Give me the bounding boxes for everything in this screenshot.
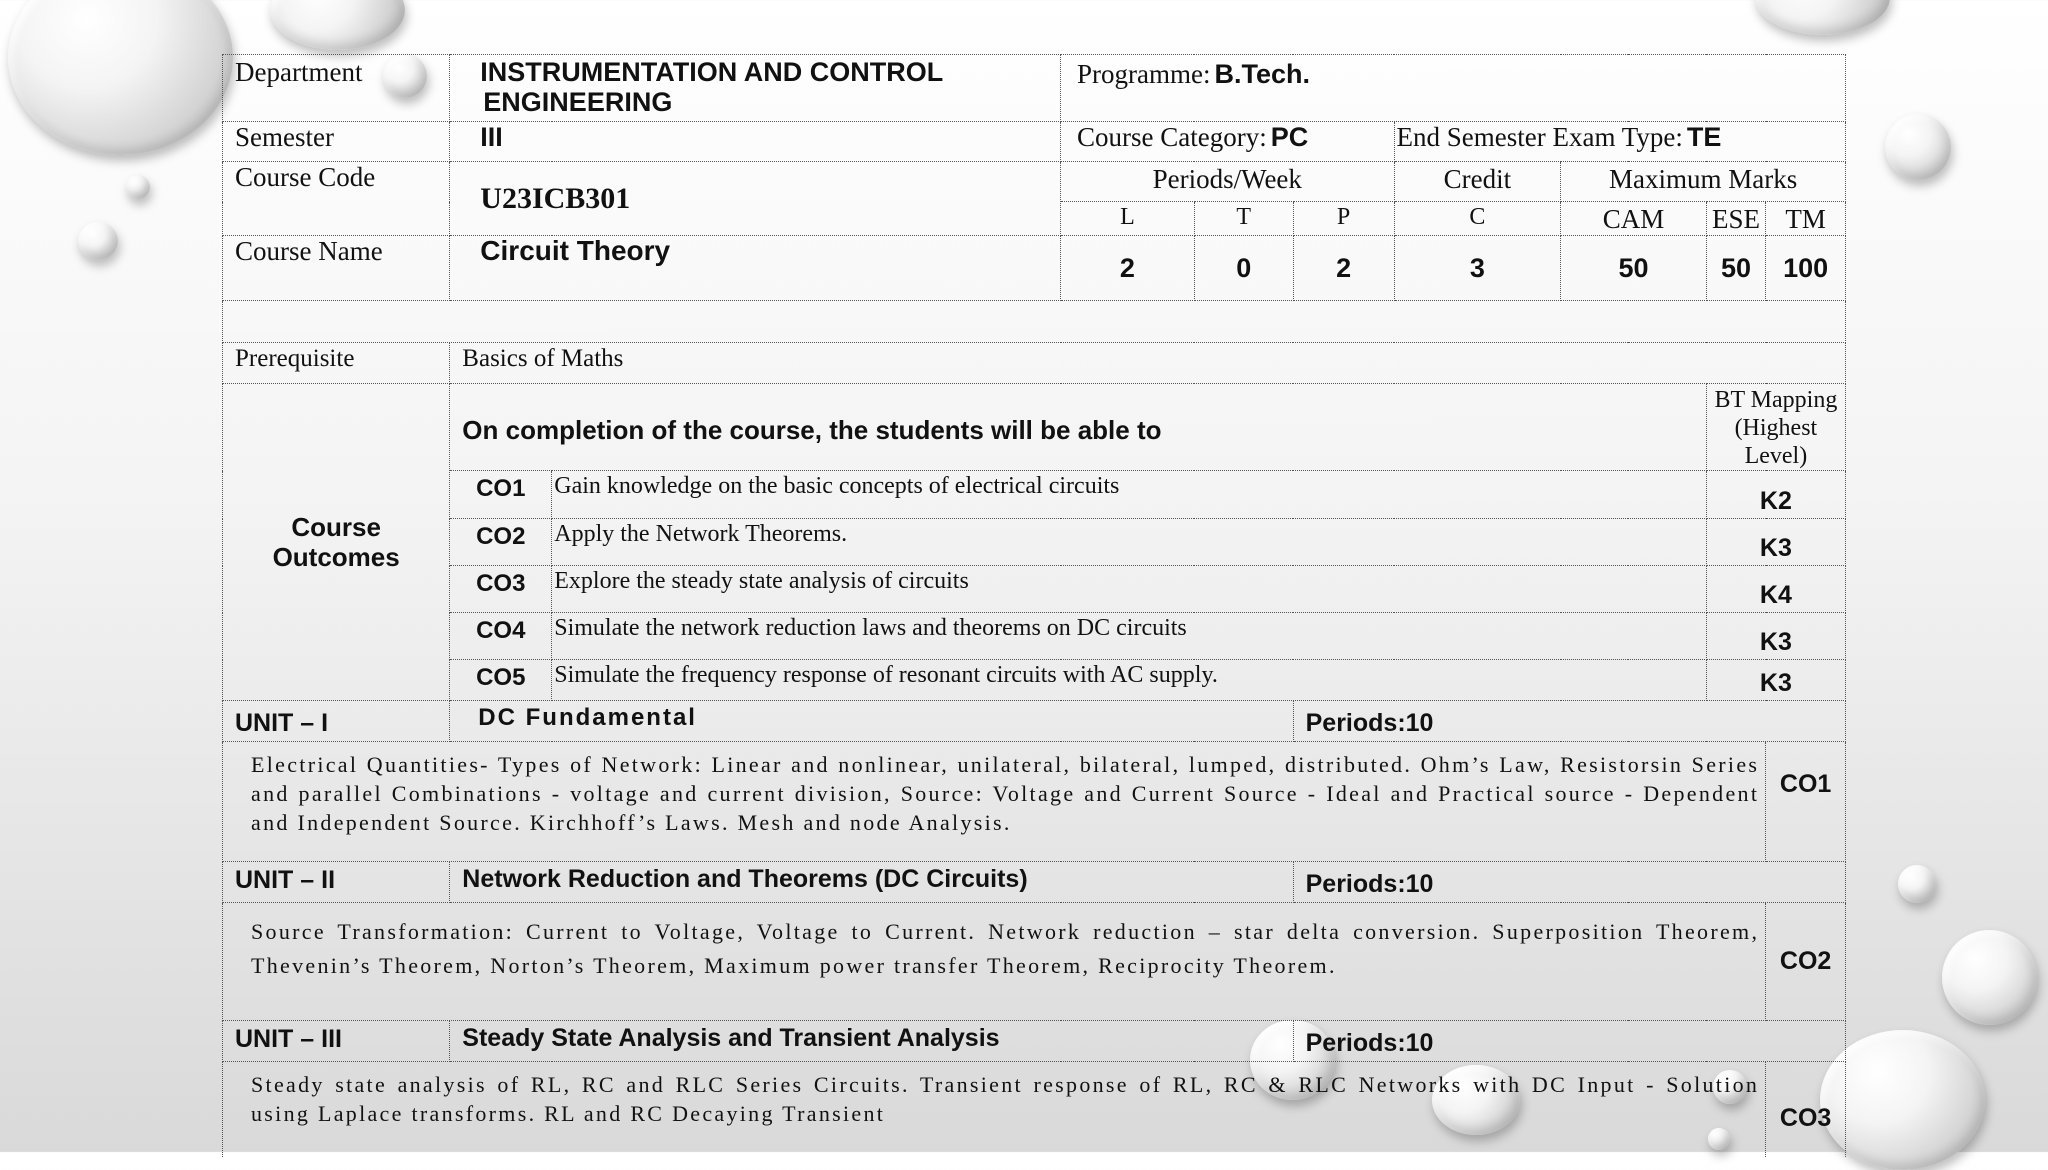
programme-label: Programme: bbox=[1077, 59, 1211, 89]
department-row bbox=[223, 55, 1846, 122]
co-bt-level: K4 bbox=[1706, 566, 1845, 613]
programme-cell bbox=[1061, 55, 1846, 122]
course-outcome-row bbox=[223, 519, 1846, 566]
course-outcome-row bbox=[223, 566, 1846, 613]
course-outcome-row bbox=[223, 471, 1846, 519]
unit-periods: Periods:10 bbox=[1293, 701, 1845, 742]
unit-title: DC Fundamental bbox=[450, 701, 1293, 742]
prerequisite-label: Prerequisite bbox=[223, 343, 450, 384]
course-code-label: Course Code bbox=[223, 162, 450, 236]
unit-content: Electrical Quantities- Types of Network: Linear and nonlinear, unilateral, bilateral, lumped, distributed. Ohm’s Law, Resistorsin Series and parallel Combinations - voltage and current division, Source: Voltage and Current Source - Ideal and Practical source - Dependent and Independent Source. Kirchhoff’s Laws. Mesh and node Analysis. bbox=[223, 742, 1766, 862]
syllabus-table bbox=[222, 54, 1846, 1157]
course-category-cell bbox=[1061, 122, 1395, 162]
unit-label: UNIT – II bbox=[223, 862, 450, 903]
co-description: Simulate the network reduction laws and theorems on DC circuits bbox=[552, 613, 1707, 660]
unit-header-row bbox=[223, 862, 1846, 903]
co-code: CO4 bbox=[450, 613, 552, 660]
course-outcomes-label bbox=[223, 384, 450, 701]
value-tm: 100 bbox=[1766, 236, 1846, 301]
department-value-line2: ENGINEERING bbox=[483, 87, 673, 117]
value-l: 2 bbox=[1061, 236, 1195, 301]
course-code-value: U23ICB301 bbox=[450, 162, 1061, 236]
value-c: 3 bbox=[1394, 236, 1561, 301]
column-t: T bbox=[1194, 202, 1293, 236]
prerequisite-row bbox=[223, 343, 1846, 384]
co-code: CO1 bbox=[450, 471, 552, 519]
co-code: CO5 bbox=[450, 660, 552, 701]
unit-label: UNIT – III bbox=[223, 1021, 450, 1062]
unit-content-row bbox=[223, 903, 1846, 1021]
co-description: Simulate the frequency response of resonant circuits with AC supply. bbox=[552, 660, 1707, 701]
semester-value: III bbox=[450, 122, 1061, 162]
column-l: L bbox=[1061, 202, 1195, 236]
exam-type-label: End Semester Exam Type: bbox=[1396, 122, 1683, 152]
co-description: Apply the Network Theorems. bbox=[552, 519, 1707, 566]
course-outcomes-label-line1: Course bbox=[291, 512, 381, 542]
co-code: CO3 bbox=[450, 566, 552, 613]
bt-mapping-label-line1: BT Mapping bbox=[1714, 387, 1838, 413]
spacer-row bbox=[223, 301, 1846, 343]
credit-header: Credit bbox=[1394, 162, 1561, 202]
unit-title: Steady State Analysis and Transient Analysis bbox=[450, 1021, 1293, 1062]
course-category-label: Course Category: bbox=[1077, 122, 1267, 152]
co-bt-level: K2 bbox=[1706, 471, 1845, 519]
course-name-row bbox=[223, 236, 1846, 301]
co-description: Gain knowledge on the basic concepts of electrical circuits bbox=[552, 471, 1707, 519]
exam-type-value: TE bbox=[1686, 122, 1722, 152]
spacer-cell bbox=[223, 301, 1846, 343]
unit-content: Source Transformation: Current to Voltage, Voltage to Current. Network reduction – star delta conversion. Superposition Theorem, Thevenin’s Theorem, Norton’s Theorem, Maximum power transfer Theorem, Reciprocity Theorem. bbox=[223, 903, 1766, 1021]
unit-content-row bbox=[223, 742, 1846, 862]
unit-co-mapping: CO3 bbox=[1766, 1062, 1846, 1157]
unit-co-mapping: CO2 bbox=[1766, 903, 1846, 1021]
column-cam: CAM bbox=[1561, 202, 1707, 236]
unit-periods: Periods:10 bbox=[1293, 862, 1845, 903]
unit-header-row bbox=[223, 1021, 1846, 1062]
course-name-label: Course Name bbox=[223, 236, 450, 301]
course-code-row bbox=[223, 162, 1846, 202]
course-category-value: PC bbox=[1270, 122, 1309, 152]
value-ese: 50 bbox=[1706, 236, 1765, 301]
unit-content: Steady state analysis of RL, RC and RLC Series Circuits. Transient response of RL, RC & RLC Networks with DC Input - Solution using Laplace transforms. RL and RC Decaying Transient bbox=[223, 1062, 1766, 1157]
column-c: C bbox=[1394, 202, 1561, 236]
co-bt-level: K3 bbox=[1706, 660, 1845, 701]
value-t: 0 bbox=[1194, 236, 1293, 301]
unit-title: Network Reduction and Theorems (DC Circuits) bbox=[450, 862, 1293, 903]
exam-type-cell bbox=[1394, 122, 1845, 162]
course-outcome-row bbox=[223, 660, 1846, 701]
co-code: CO2 bbox=[450, 519, 552, 566]
course-name-value: Circuit Theory bbox=[450, 236, 1061, 301]
bt-mapping-header bbox=[1706, 384, 1845, 471]
department-value bbox=[450, 55, 1061, 122]
prerequisite-value: Basics of Maths bbox=[450, 343, 1846, 384]
unit-label: UNIT – I bbox=[223, 701, 450, 742]
value-p: 2 bbox=[1293, 236, 1394, 301]
water-drop-decoration bbox=[1755, 0, 1890, 35]
bt-mapping-label-line2: (Highest Level) bbox=[1734, 415, 1818, 469]
water-drop-decoration bbox=[1898, 865, 1936, 903]
co-bt-level: K3 bbox=[1706, 519, 1845, 566]
water-drop-decoration bbox=[1942, 930, 2037, 1025]
unit-co-mapping: CO1 bbox=[1766, 742, 1846, 862]
water-drop-decoration bbox=[270, 0, 405, 50]
periods-week-header: Periods/Week bbox=[1061, 162, 1395, 202]
co-bt-level: K3 bbox=[1706, 613, 1845, 660]
water-drop-decoration bbox=[1885, 114, 1951, 180]
course-outcome-row bbox=[223, 613, 1846, 660]
water-drop-decoration bbox=[78, 222, 118, 260]
column-p: P bbox=[1293, 202, 1394, 236]
department-label: Department bbox=[223, 55, 450, 122]
programme-value: B.Tech. bbox=[1214, 59, 1311, 89]
course-outcomes-intro: On completion of the course, the students will be able to bbox=[450, 384, 1706, 471]
unit-content-row bbox=[223, 1062, 1846, 1157]
column-ese: ESE bbox=[1706, 202, 1765, 236]
unit-periods: Periods:10 bbox=[1293, 1021, 1845, 1062]
semester-label: Semester bbox=[223, 122, 450, 162]
course-outcomes-intro-row bbox=[223, 384, 1846, 471]
co-description: Explore the steady state analysis of circuits bbox=[552, 566, 1707, 613]
department-value-line1: INSTRUMENTATION AND CONTROL bbox=[480, 57, 944, 87]
value-cam: 50 bbox=[1561, 236, 1707, 301]
column-tm: TM bbox=[1766, 202, 1846, 236]
water-drop-decoration bbox=[8, 0, 233, 155]
semester-row bbox=[223, 122, 1846, 162]
course-outcomes-label-line2: Outcomes bbox=[272, 542, 400, 572]
maximum-marks-header: Maximum Marks bbox=[1561, 162, 1846, 202]
unit-header-row bbox=[223, 701, 1846, 742]
water-drop-decoration bbox=[126, 175, 150, 199]
